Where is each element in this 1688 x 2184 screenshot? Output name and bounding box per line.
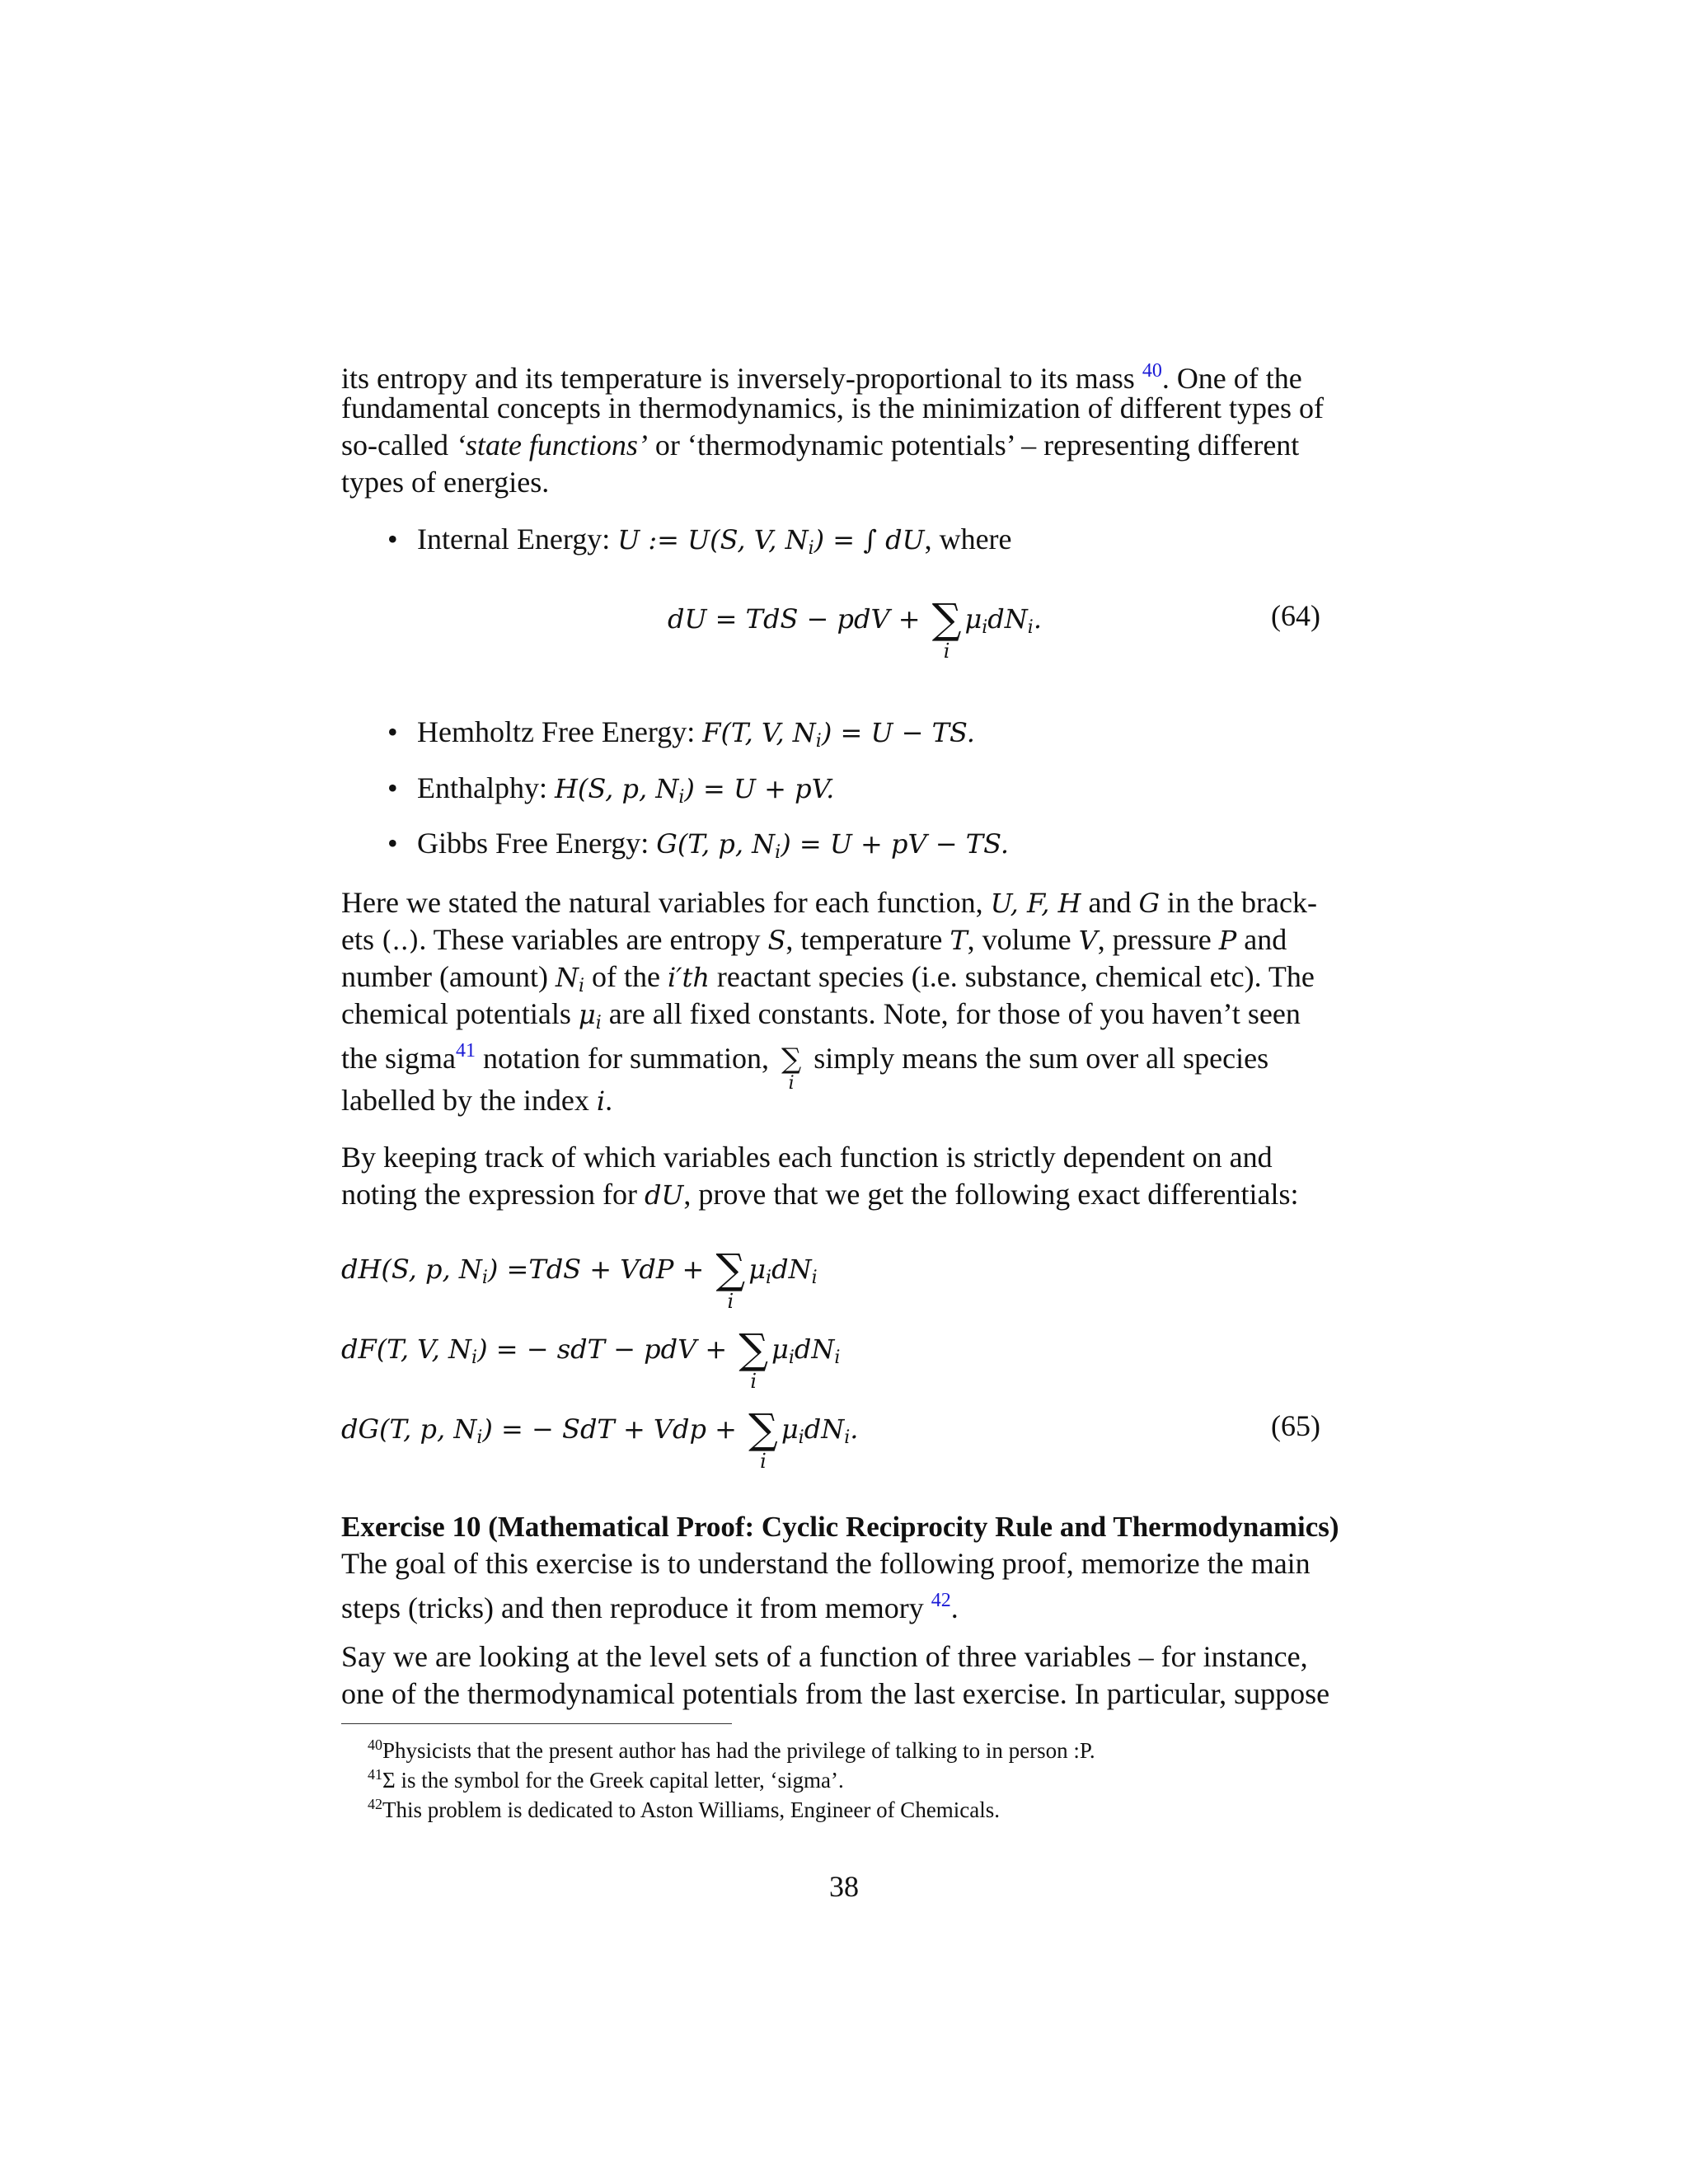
para3-line1: By keeping track of which variables each function is strictly dependent on and — [341, 1141, 1273, 1174]
footnote-40: $^{40}$Physicists that the present author has had the privilege of talking to in person :P. — [368, 1736, 1095, 1763]
citation-42-link[interactable]: 42 — [931, 1590, 951, 1611]
para1-line4: types of energies. — [341, 466, 550, 499]
sigma-symbol: ∑ i — [931, 595, 962, 663]
para2-line4: chemical potentials $\mu_i$ are all fixed constants. Note, for those of you haven’t seen — [341, 997, 1301, 1033]
para1-line2: fundamental concepts in thermodynamics, is the minimization of different types of — [341, 391, 1325, 424]
bullet-dot: • — [387, 771, 398, 804]
exercise-line1: The goal of this exercise is to understand the following proof, memorize the main — [341, 1547, 1311, 1580]
para4-line1: Say we are looking at the level sets of a function of three variables – for instance, — [341, 1640, 1308, 1673]
para1-line1: its entropy and its temperature is inversely-proportional to its mass $^{40}$. One of the — [341, 360, 1302, 395]
sigma-symbol: ∑ i — [738, 1325, 769, 1393]
bullet-dot: • — [387, 827, 398, 860]
page-number: 38 — [829, 1870, 859, 1903]
equation-65-row-1: dH(S, p, $N_i) =TdS$ + VdP + ∑ i $\mu_idN_i$ — [341, 1245, 818, 1313]
para4-line2: one of the thermodynamical potentials from the last exercise. In particular, suppose — [341, 1677, 1330, 1710]
footnote-42: $^{42}$This problem is dedicated to Aston Williams, Engineer of Chemicals. — [368, 1796, 1001, 1822]
sigma-symbol: ∑ i — [781, 1043, 802, 1094]
equation-65-row-2: dF(T, V, $N_i$) = − sdT − pdV + ∑ i $\mu_idN_i$ — [341, 1325, 841, 1393]
exercise-line2: steps (tricks) and then reproduce it from memory $^{42}$. — [341, 1590, 959, 1624]
bullet-dot: • — [387, 715, 398, 748]
equation-number-65: (65) — [1271, 1409, 1320, 1442]
para2-line3: number (amount) $N_i$ of the i′th reactant species (i.e. substance, chemical etc). The — [341, 960, 1315, 996]
sigma-symbol: ∑ i — [715, 1245, 746, 1313]
exercise-title: Exercise 10 (Mathematical Proof: Cyclic Reciprocity Rule and Thermodynamics) — [341, 1511, 1339, 1543]
footnote-41-link[interactable]: 41 — [455, 1040, 476, 1062]
footnote-41: $^{41}$Σ is the symbol for the Greek capital letter, ‘sigma’. — [368, 1766, 844, 1793]
bullet-dot: • — [387, 523, 398, 555]
para2-line1: Here we stated the natural variables for each function, U, F, H and G in the brack- — [341, 886, 1317, 919]
equation-number-64: (64) — [1271, 599, 1320, 632]
para2-line6: labelled by the index i. — [341, 1084, 613, 1117]
equation-64: dU = TdS − pdV + ∑ i $\mu_idN_i$. — [668, 595, 1042, 663]
equation-65-row-3: dG(T, p, $N_i$) = − SdT + Vdp + ∑ i $\mu_idN_i$. — [341, 1405, 859, 1473]
sigma-symbol: ∑ i — [748, 1405, 778, 1473]
para2-line2: ets (..). These variables are entropy S, temperature T, volume V, pressure P and — [341, 923, 1287, 956]
citation-40-link[interactable]: 40 — [1142, 360, 1162, 382]
para2-line5: the sigma$^{41}$ notation for summation, ∑ i simply means the sum over all species — [341, 1040, 1269, 1094]
para3-line2: noting the expression for dU, prove that we get the following exact differentials: — [341, 1178, 1299, 1211]
footnote-rule — [341, 1723, 732, 1724]
para1-line3: so-called ‘state functions’ or ‘thermodynamic potentials’ – representing different — [341, 429, 1300, 462]
